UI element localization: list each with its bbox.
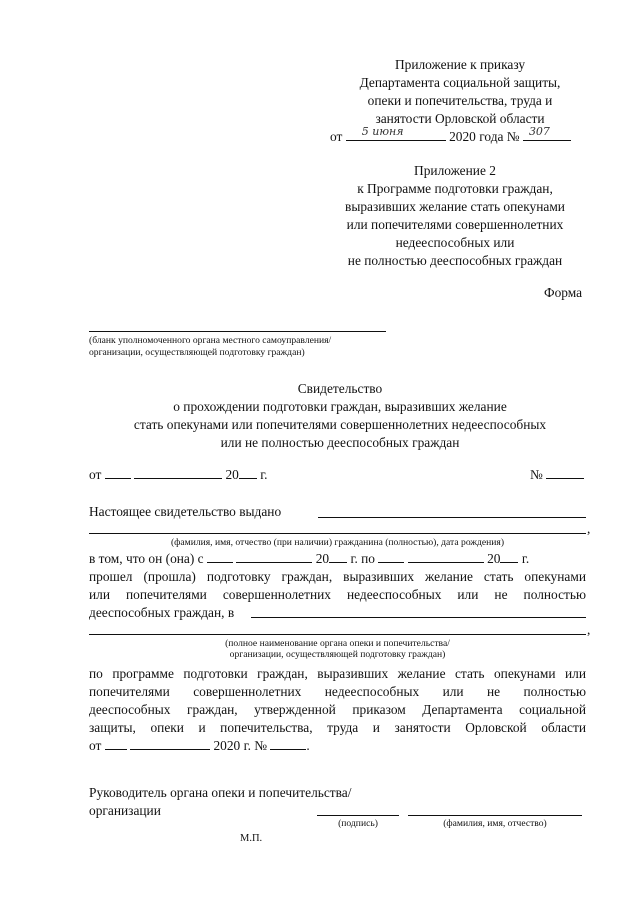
stamp-label: М.П. [240, 833, 263, 844]
signature-line-1: Руководитель органа опеки и попечительства/ [89, 785, 352, 800]
appendix-line-4: или попечителями совершеннолетних [346, 217, 564, 232]
signature-name-caption: (фамилия, имя, отчество) [443, 818, 547, 829]
period-month2-blank [408, 550, 484, 563]
period-year1: 20 [315, 551, 330, 566]
period-year2-blank [500, 550, 518, 563]
blank-caption-line-1: (бланк уполномоченного органа местного самоуправления/ [89, 335, 332, 346]
date-from: от [89, 467, 102, 482]
header-line-4: занятости Орловской области [375, 111, 545, 126]
program-line-3: дееспособных граждан, утвержденной приказом Департамента социальной [89, 702, 586, 717]
period-year2: 20 [487, 551, 501, 566]
header-number-handwritten: 307 [528, 125, 550, 138]
program-date-row [89, 737, 310, 754]
appendix-line-5: недееспособных или [395, 235, 515, 250]
issued-line-1 [318, 517, 586, 518]
header-date-blank [346, 125, 446, 141]
program-line-1: по программе подготовки граждан, выразивших желание стать опекунами или [89, 666, 586, 681]
appendix-line-6: не полностью дееспособных граждан [347, 253, 563, 268]
program-month-blank [130, 737, 210, 750]
organ-caption-line-1: (полное наименование органа опеки и попечительства/ [225, 638, 450, 649]
passed-line-2: или попечителями совершеннолетних недееспособных или не полностью [89, 587, 586, 602]
program-day-blank [105, 737, 127, 750]
title-line-4: или не полностью дееспособных граждан [220, 435, 460, 450]
program-from: от [89, 738, 102, 753]
organ-comma: , [587, 622, 591, 637]
program-number-blank [270, 737, 306, 750]
header-date-row [330, 125, 571, 145]
header-number-blank [523, 125, 571, 141]
appendix-line-2: к Программе подготовки граждан, [357, 181, 553, 196]
number-row [530, 466, 584, 483]
period-day1-blank [207, 550, 233, 563]
title-line-1: Свидетельство [297, 381, 383, 396]
program-line-2: попечителями совершеннолетних недееспособных или не полностью [89, 684, 586, 699]
header-date-prefix: от [330, 129, 343, 144]
passed-line-1: прошел (прошла) подготовку граждан, выразивших желание стать опекунами [89, 569, 586, 584]
date-month-blank [134, 466, 222, 479]
date-row [89, 466, 268, 483]
appendix-line-3: выразивших желание стать опекунами [345, 199, 565, 214]
organ-line-2 [89, 634, 586, 635]
header-date-handwritten: 5 июня [361, 125, 404, 138]
issued-comma: , [587, 521, 591, 536]
appendix-line-1: Приложение 2 [414, 163, 496, 178]
date-year: 20 [225, 467, 239, 482]
signature-sign-caption: (подпись) [338, 818, 378, 829]
header-line-2: Департамента социальной защиты, [359, 75, 561, 90]
header-line-3: опеки и попечительства, труда и [367, 93, 553, 108]
issued-label: Настоящее свидетельство выдано [89, 504, 282, 519]
period-year1-blank [329, 550, 347, 563]
signature-sign-line [317, 815, 399, 816]
organ-line-1 [251, 617, 586, 618]
period-day2-blank [378, 550, 404, 563]
date-year-blank [239, 466, 257, 479]
program-end: . [306, 738, 310, 753]
organ-caption-line-2: организации, осуществляющей подготовку граждан) [229, 649, 446, 660]
title-line-3: стать опекунами или попечителями совершеннолетних недееспособных [133, 417, 547, 432]
period-end: г. [521, 551, 530, 566]
program-line-4: защиты, опеки и попечительства, труда и занятости Орловской области [89, 720, 586, 735]
period-row [89, 550, 529, 567]
passed-line-3: дееспособных граждан, в [89, 605, 235, 620]
issued-caption: (фамилия, имя, отчество (при наличии) гражданина (полностью), дата рождения) [170, 537, 505, 548]
date-day-blank [105, 466, 131, 479]
issued-line-2 [89, 533, 586, 534]
form-label: Форма [544, 285, 583, 300]
blank-caption-line-2: организации, осуществляющей подготовку граждан) [89, 347, 305, 358]
signature-line-2: организации [89, 803, 161, 818]
period-month1-blank [236, 550, 312, 563]
title-line-2: о прохождении подготовки граждан, выразивших желание [173, 399, 507, 414]
number-sign: № [530, 467, 543, 482]
header-line-1: Приложение к приказу [394, 57, 526, 72]
program-year: 2020 г. № [213, 738, 268, 753]
blank-line [89, 331, 386, 332]
header-date-suffix: 2020 года № [449, 129, 520, 144]
number-blank [546, 466, 584, 479]
date-year-suffix: г. [260, 467, 268, 482]
period-mid: г. по [350, 551, 376, 566]
period-prefix: в том, что он (она) с [89, 551, 204, 566]
signature-name-line [408, 815, 582, 816]
